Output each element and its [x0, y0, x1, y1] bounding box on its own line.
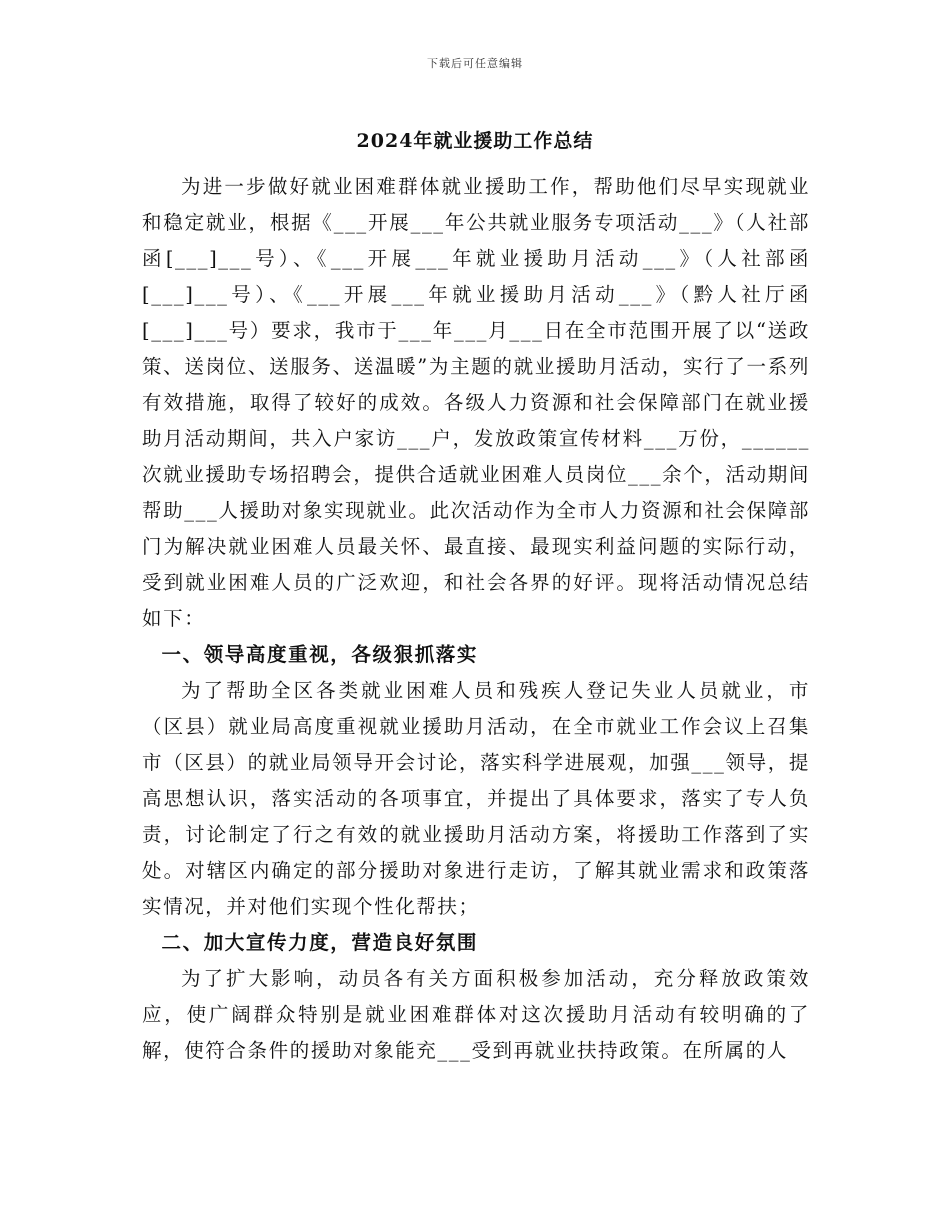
intro-paragraph: 为进一步做好就业困难群体就业援助工作，帮助他们尽早实现就业和稳定就业，根据《___开展___年公共就业服务专项活动___》（人社部函[___]___号）、《___开展___年就业援助月活动___》（人社部函[___]___号）、《___开展___年就业援助月活动___》（黔人社厅函[___]___号）要求，我市于___年___月___日在全市范围开展了以“送政策、送岗位、送服务、送温暖”为主题的就业援助月活动，实行了一系列有效措施，取得了较好的成效。各级人力资源和社会保障部门在就业援助月活动期间，共入户家访___户，发放政策宣传材料___万份，______次就业援助专场招聘会，提供合适就业困难人员岗位___余个，活动期间帮助___人援助对象实现就业。此次活动作为全市人力资源和社会保障部门为解决就业困难人员最关怀、最直接、最现实利益问题的实际行动，受到就业困难人员的广泛欢迎，和社会各界的好评。现将活动情况总结如下：: [142, 175, 810, 630]
section-2-paragraph: 为了扩大影响，动员各有关方面积极参加活动，充分释放政策效应，使广阔群众特别是就业困难群体对这次援助月活动有较明确的了解，使符合条件的援助对象能充___受到再就业扶持政策。在所属的人: [142, 967, 810, 1062]
section-1-paragraph: 为了帮助全区各类就业困难人员和残疾人登记失业人员就业，市（区县）就业局高度重视就业援助月活动，在全市就业工作会议上召集市（区县）的就业局领导开会讨论，落实科学进展观，加强___领导，提高思想认识，落实活动的各项事宜，并提出了具体要求，落实了专人负责，讨论制定了行之有效的就业援助月活动方案，将援助工作落到了实处。对辖区内确定的部分援助对象进行走访，了解其就业需求和政策落实情况，并对他们实现个性化帮扶；: [142, 679, 810, 918]
section-heading-1: 一、领导高度重视，各级狠抓落实: [161, 643, 479, 666]
document-body: [142, 169, 810, 1069]
document-title: 2024年就业援助工作总结: [356, 130, 594, 152]
header-note: 下载后可任意编辑: [427, 57, 523, 70]
section-heading-2: 二、加大宣传力度，营造良好氛围: [161, 931, 479, 954]
